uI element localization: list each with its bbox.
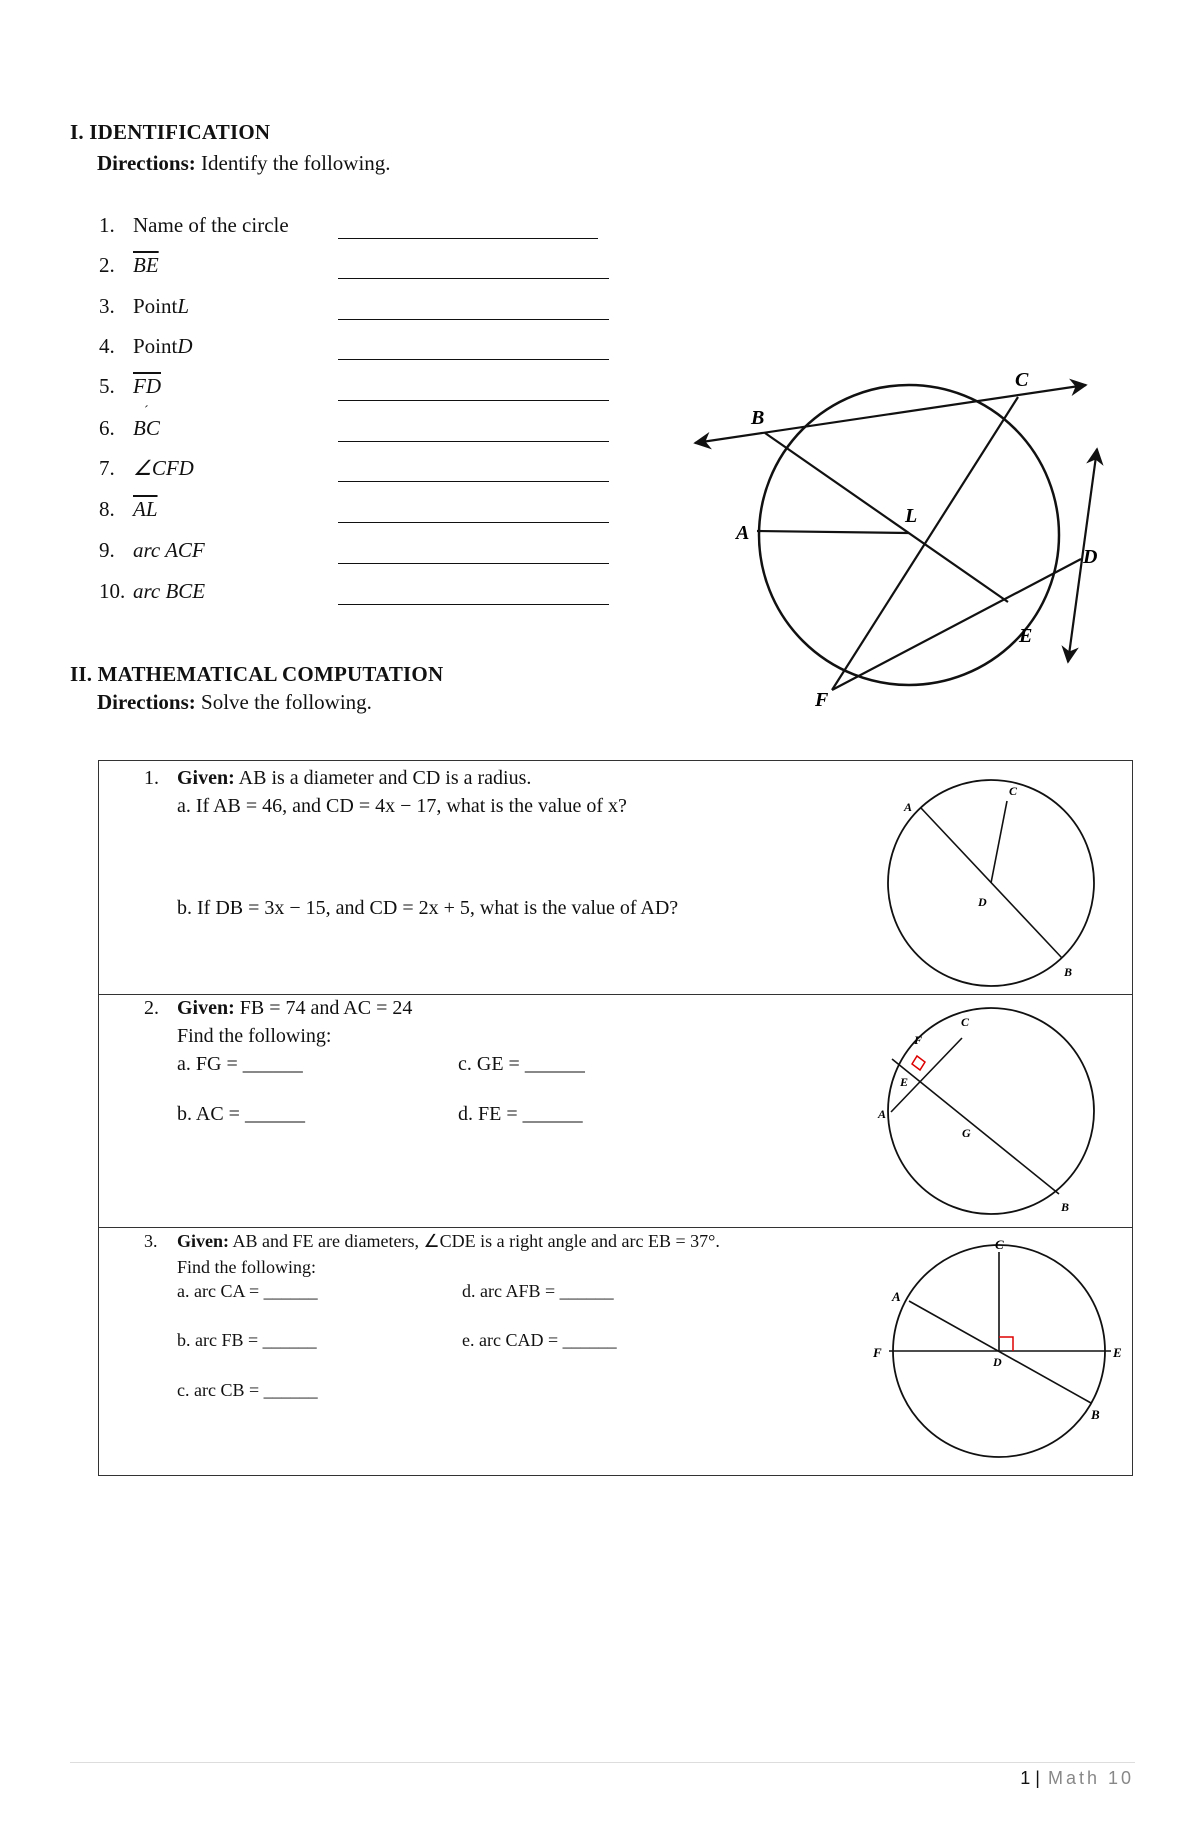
p2-row-divider (99, 994, 1132, 995)
label-a: A (736, 522, 750, 544)
p2-figure (859, 1004, 1094, 1224)
p3-question-b: b. arc FB = ______ (177, 1330, 317, 1350)
p3-row-divider (99, 1227, 1132, 1228)
item-number: 9. (99, 538, 115, 562)
p1-question-b: b. If DB = 3x − 15, and CD = 2x + 5, what is the value of AD? (177, 897, 679, 919)
given-label: Given: (177, 767, 235, 789)
item-number: 1. (99, 213, 115, 237)
item-number: 2. (99, 253, 115, 277)
p1-question-a: a. If AB = 46, and CD = 4x − 17, what is the value of x? (177, 795, 627, 817)
p2-given (144, 997, 412, 1020)
answer-blank-5[interactable] (338, 400, 609, 401)
p3-label-a: A (892, 1289, 901, 1304)
item-text: $\overline{AL}$ (133, 497, 158, 521)
id-item-6 (99, 404, 160, 441)
footer-subject: Math 10 (1039, 1768, 1134, 1788)
p3-given (144, 1231, 720, 1252)
answer-blank-2[interactable] (338, 278, 609, 279)
p2-question-c: c. GE = ______ (458, 1053, 585, 1075)
segment-fd (832, 559, 1081, 690)
item-var: D (177, 334, 193, 358)
directions-text: Solve the following. (195, 690, 372, 714)
item-text: arc BCE (133, 579, 206, 603)
p2-label-a: A (878, 1107, 887, 1121)
given-label: Given: (177, 997, 235, 1019)
p3-label-e: E (1113, 1345, 1122, 1360)
label-d: D (1083, 546, 1098, 568)
section-2-heading: II. MATHEMATICAL COMPUTATION (70, 662, 444, 686)
directions-label: Directions: (97, 151, 196, 175)
given-label: Given: (177, 1231, 229, 1251)
item-var: L (177, 294, 190, 318)
id-item-2 (99, 253, 159, 278)
item-number: 7. (99, 456, 115, 480)
directions-text: Identify the following. (195, 151, 391, 175)
p1-number: 1. (144, 767, 159, 789)
answer-blank-10[interactable] (338, 604, 609, 605)
answer-blank-6[interactable] (338, 441, 609, 442)
p3-label-f: F (873, 1345, 882, 1360)
main-circle-figure (680, 360, 1120, 720)
section-2-directions (97, 690, 372, 715)
arc-mark-icon: ´ (144, 404, 149, 419)
p3-question-d: d. arc AFB = ______ (462, 1281, 614, 1301)
p3-number: 3. (144, 1231, 158, 1251)
item-text: arc ACF (133, 538, 205, 562)
item-text: ∠CFD (133, 456, 194, 480)
p3-right-angle-mark (999, 1337, 1013, 1351)
p2-number: 2. (144, 997, 159, 1019)
p1-label-a: A (904, 800, 913, 814)
item-number: 3. (99, 294, 115, 318)
answer-blank-3[interactable] (338, 319, 609, 320)
item-text: Name of the circle (133, 213, 289, 237)
id-item-4 (99, 334, 193, 359)
id-item-9 (99, 538, 205, 563)
given-text: AB is a diameter and CD is a radius. (234, 767, 532, 789)
item-text: BC (133, 416, 160, 440)
p2-label-c: C (961, 1015, 970, 1029)
p2-label-b: B (1061, 1200, 1070, 1214)
segment-al (757, 531, 909, 533)
item-text: Point (133, 294, 178, 318)
p3-label-c: C (995, 1237, 1004, 1252)
item-text: $\overline{FD}$ (133, 374, 161, 398)
answer-blank-7[interactable] (338, 481, 609, 482)
p3-label-b: B (1091, 1407, 1100, 1422)
id-item-10 (99, 579, 205, 604)
id-item-3 (99, 294, 189, 319)
p2-find: Find the following: (177, 1025, 332, 1047)
page-footer (1020, 1768, 1134, 1789)
p3-find: Find the following: (177, 1257, 316, 1277)
item-number: 8. (99, 497, 115, 521)
section-1-heading: I. IDENTIFICATION (70, 120, 271, 144)
p2-label-e: E (900, 1075, 909, 1089)
p2-question-b: b. AC = ______ (177, 1103, 305, 1125)
p2-right-angle-mark (912, 1056, 925, 1070)
p2-question-a: a. FG = ______ (177, 1053, 303, 1075)
p2-label-g: G (962, 1126, 971, 1140)
id-item-8 (99, 497, 158, 522)
footer-divider (70, 1762, 1135, 1763)
p3-diameter-ab (909, 1301, 1091, 1403)
p3-question-a: a. arc CA = ______ (177, 1281, 318, 1301)
label-e: E (1019, 625, 1033, 647)
given-text: FB = 74 and AC = 24 (234, 997, 413, 1019)
id-item-7 (99, 456, 194, 481)
item-text: $\overline{BE}$ (133, 253, 159, 277)
main-circle (759, 385, 1059, 685)
segment-cf (832, 397, 1018, 690)
p2-label-f: F (914, 1033, 923, 1047)
p1-radius-cd (991, 801, 1007, 883)
p1-label-d: D (978, 895, 987, 909)
label-f: F (815, 689, 829, 711)
p1-label-b: B (1064, 965, 1073, 979)
problems-table (98, 760, 1133, 1476)
label-l: L (905, 505, 918, 527)
id-item-1 (99, 213, 289, 238)
segment-be (765, 433, 1008, 602)
page-number: 1 | (1020, 1768, 1040, 1788)
p2-question-d: d. FE = ______ (458, 1103, 583, 1125)
p3-question-e: e. arc CAD = ______ (462, 1330, 617, 1350)
p2-diameter-fb (892, 1059, 1059, 1194)
section-1-directions (97, 151, 391, 176)
id-item-5 (99, 374, 161, 399)
item-number: 5. (99, 374, 115, 398)
directions-label: Directions: (97, 690, 196, 714)
answer-blank-1[interactable] (338, 238, 598, 239)
item-number: 10. (99, 579, 126, 603)
item-number: 4. (99, 334, 115, 358)
p3-label-d: D (993, 1355, 1002, 1369)
label-c: C (1015, 369, 1029, 391)
item-text: Point (133, 334, 178, 358)
p1-figure (859, 779, 1094, 989)
p1-label-c: C (1009, 784, 1018, 798)
answer-blank-9[interactable] (338, 563, 609, 564)
given-text: AB and FE are diameters, ∠CDE is a right angle and arc EB = 37°. (229, 1231, 720, 1251)
answer-blank-8[interactable] (338, 522, 609, 523)
p3-figure (859, 1237, 1122, 1467)
label-b: B (751, 407, 765, 429)
p3-question-c: c. arc CB = ______ (177, 1380, 318, 1400)
p1-given (144, 767, 531, 790)
answer-blank-4[interactable] (338, 359, 609, 360)
item-number: 6. (99, 416, 115, 440)
